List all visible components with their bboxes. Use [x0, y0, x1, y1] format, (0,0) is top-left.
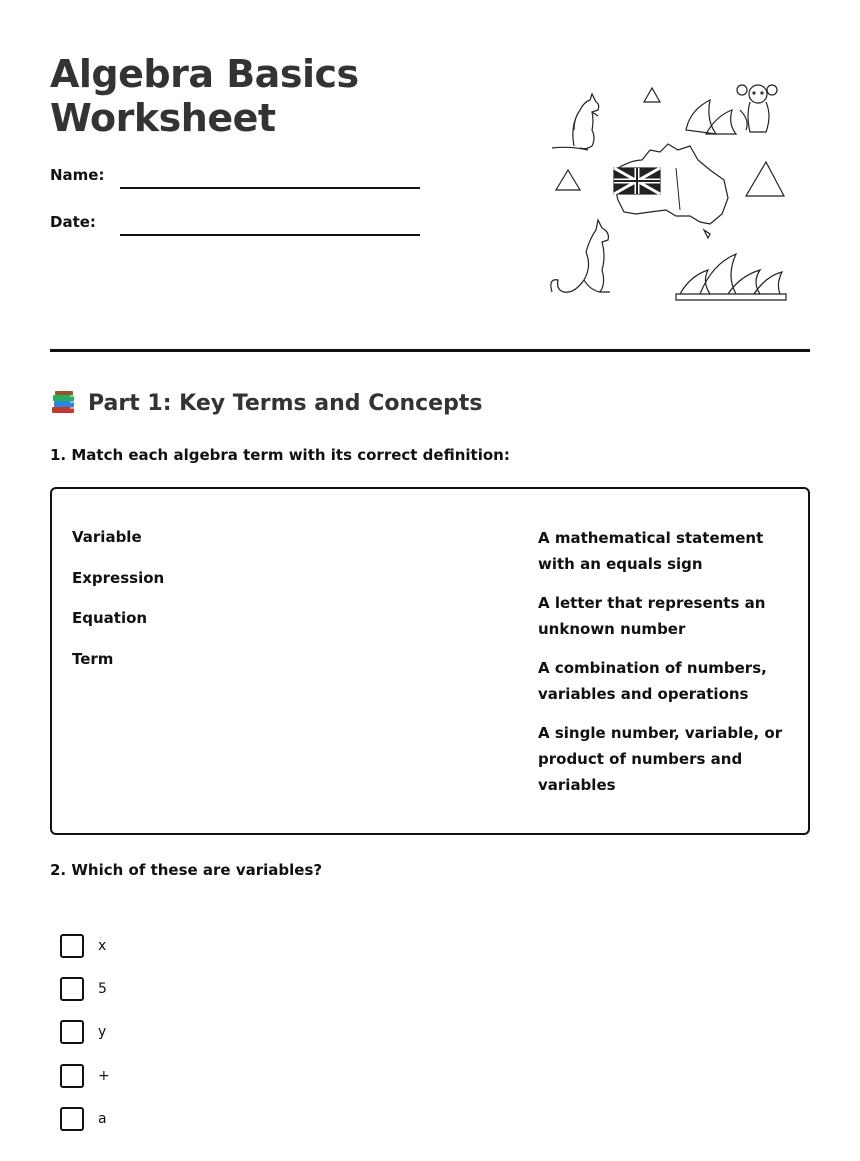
variable-options-list	[60, 924, 110, 1140]
option-label: a	[98, 1110, 107, 1127]
part1-heading	[50, 389, 482, 417]
option-label: 5	[98, 980, 107, 997]
option-checkbox[interactable]	[60, 977, 84, 1001]
section-divider	[50, 349, 810, 352]
option-label: +	[98, 1067, 110, 1084]
question-1-prompt: 1. Match each algebra term with its correct definition:	[50, 446, 510, 464]
definition-item[interactable]: A mathematical statement with an equals sign	[538, 529, 764, 573]
opera-house-icon	[686, 100, 736, 134]
option-checkbox[interactable]	[60, 1107, 84, 1131]
definition-item[interactable]: A single number, variable, or product of numbers and variables	[538, 724, 783, 794]
page-title: Algebra Basics Worksheet	[50, 52, 359, 140]
triangle-icon	[644, 88, 660, 102]
australia-illustration	[540, 80, 800, 310]
definition-item[interactable]: A combination of numbers, variables and operations	[538, 659, 767, 703]
koala-icon	[737, 85, 777, 132]
date-field-line[interactable]	[120, 234, 420, 236]
option-checkbox[interactable]	[60, 1064, 84, 1088]
option-item	[60, 1011, 110, 1054]
term-item[interactable]: Expression	[72, 568, 165, 587]
term-item[interactable]: Variable	[72, 528, 142, 546]
option-label: x	[98, 937, 107, 954]
definition-item[interactable]: A letter that represents an unknown number	[538, 594, 766, 638]
kangaroo-icon	[552, 94, 599, 150]
kangaroo-icon	[551, 220, 610, 292]
option-item	[60, 1054, 110, 1097]
option-item	[60, 967, 110, 1010]
part1-heading-text: Part 1: Key Terms and Concepts	[88, 390, 483, 416]
name-field-line[interactable]	[120, 187, 420, 189]
term-item[interactable]: Term	[72, 650, 114, 669]
australia-map-icon	[614, 144, 728, 238]
matching-box	[50, 487, 810, 835]
option-checkbox[interactable]	[60, 934, 84, 958]
terms-column	[72, 525, 372, 688]
term-item[interactable]: Equation	[72, 609, 148, 628]
option-label: y	[98, 1024, 107, 1041]
books-icon	[50, 389, 78, 417]
date-label: Date:	[50, 213, 96, 231]
name-label: Name:	[50, 166, 105, 184]
definitions-column	[538, 525, 788, 811]
option-item	[60, 1097, 110, 1140]
question-2-prompt: 2. Which of these are variables?	[50, 861, 323, 879]
option-checkbox[interactable]	[60, 1020, 84, 1044]
opera-house-icon	[676, 254, 786, 300]
option-item	[60, 924, 110, 967]
